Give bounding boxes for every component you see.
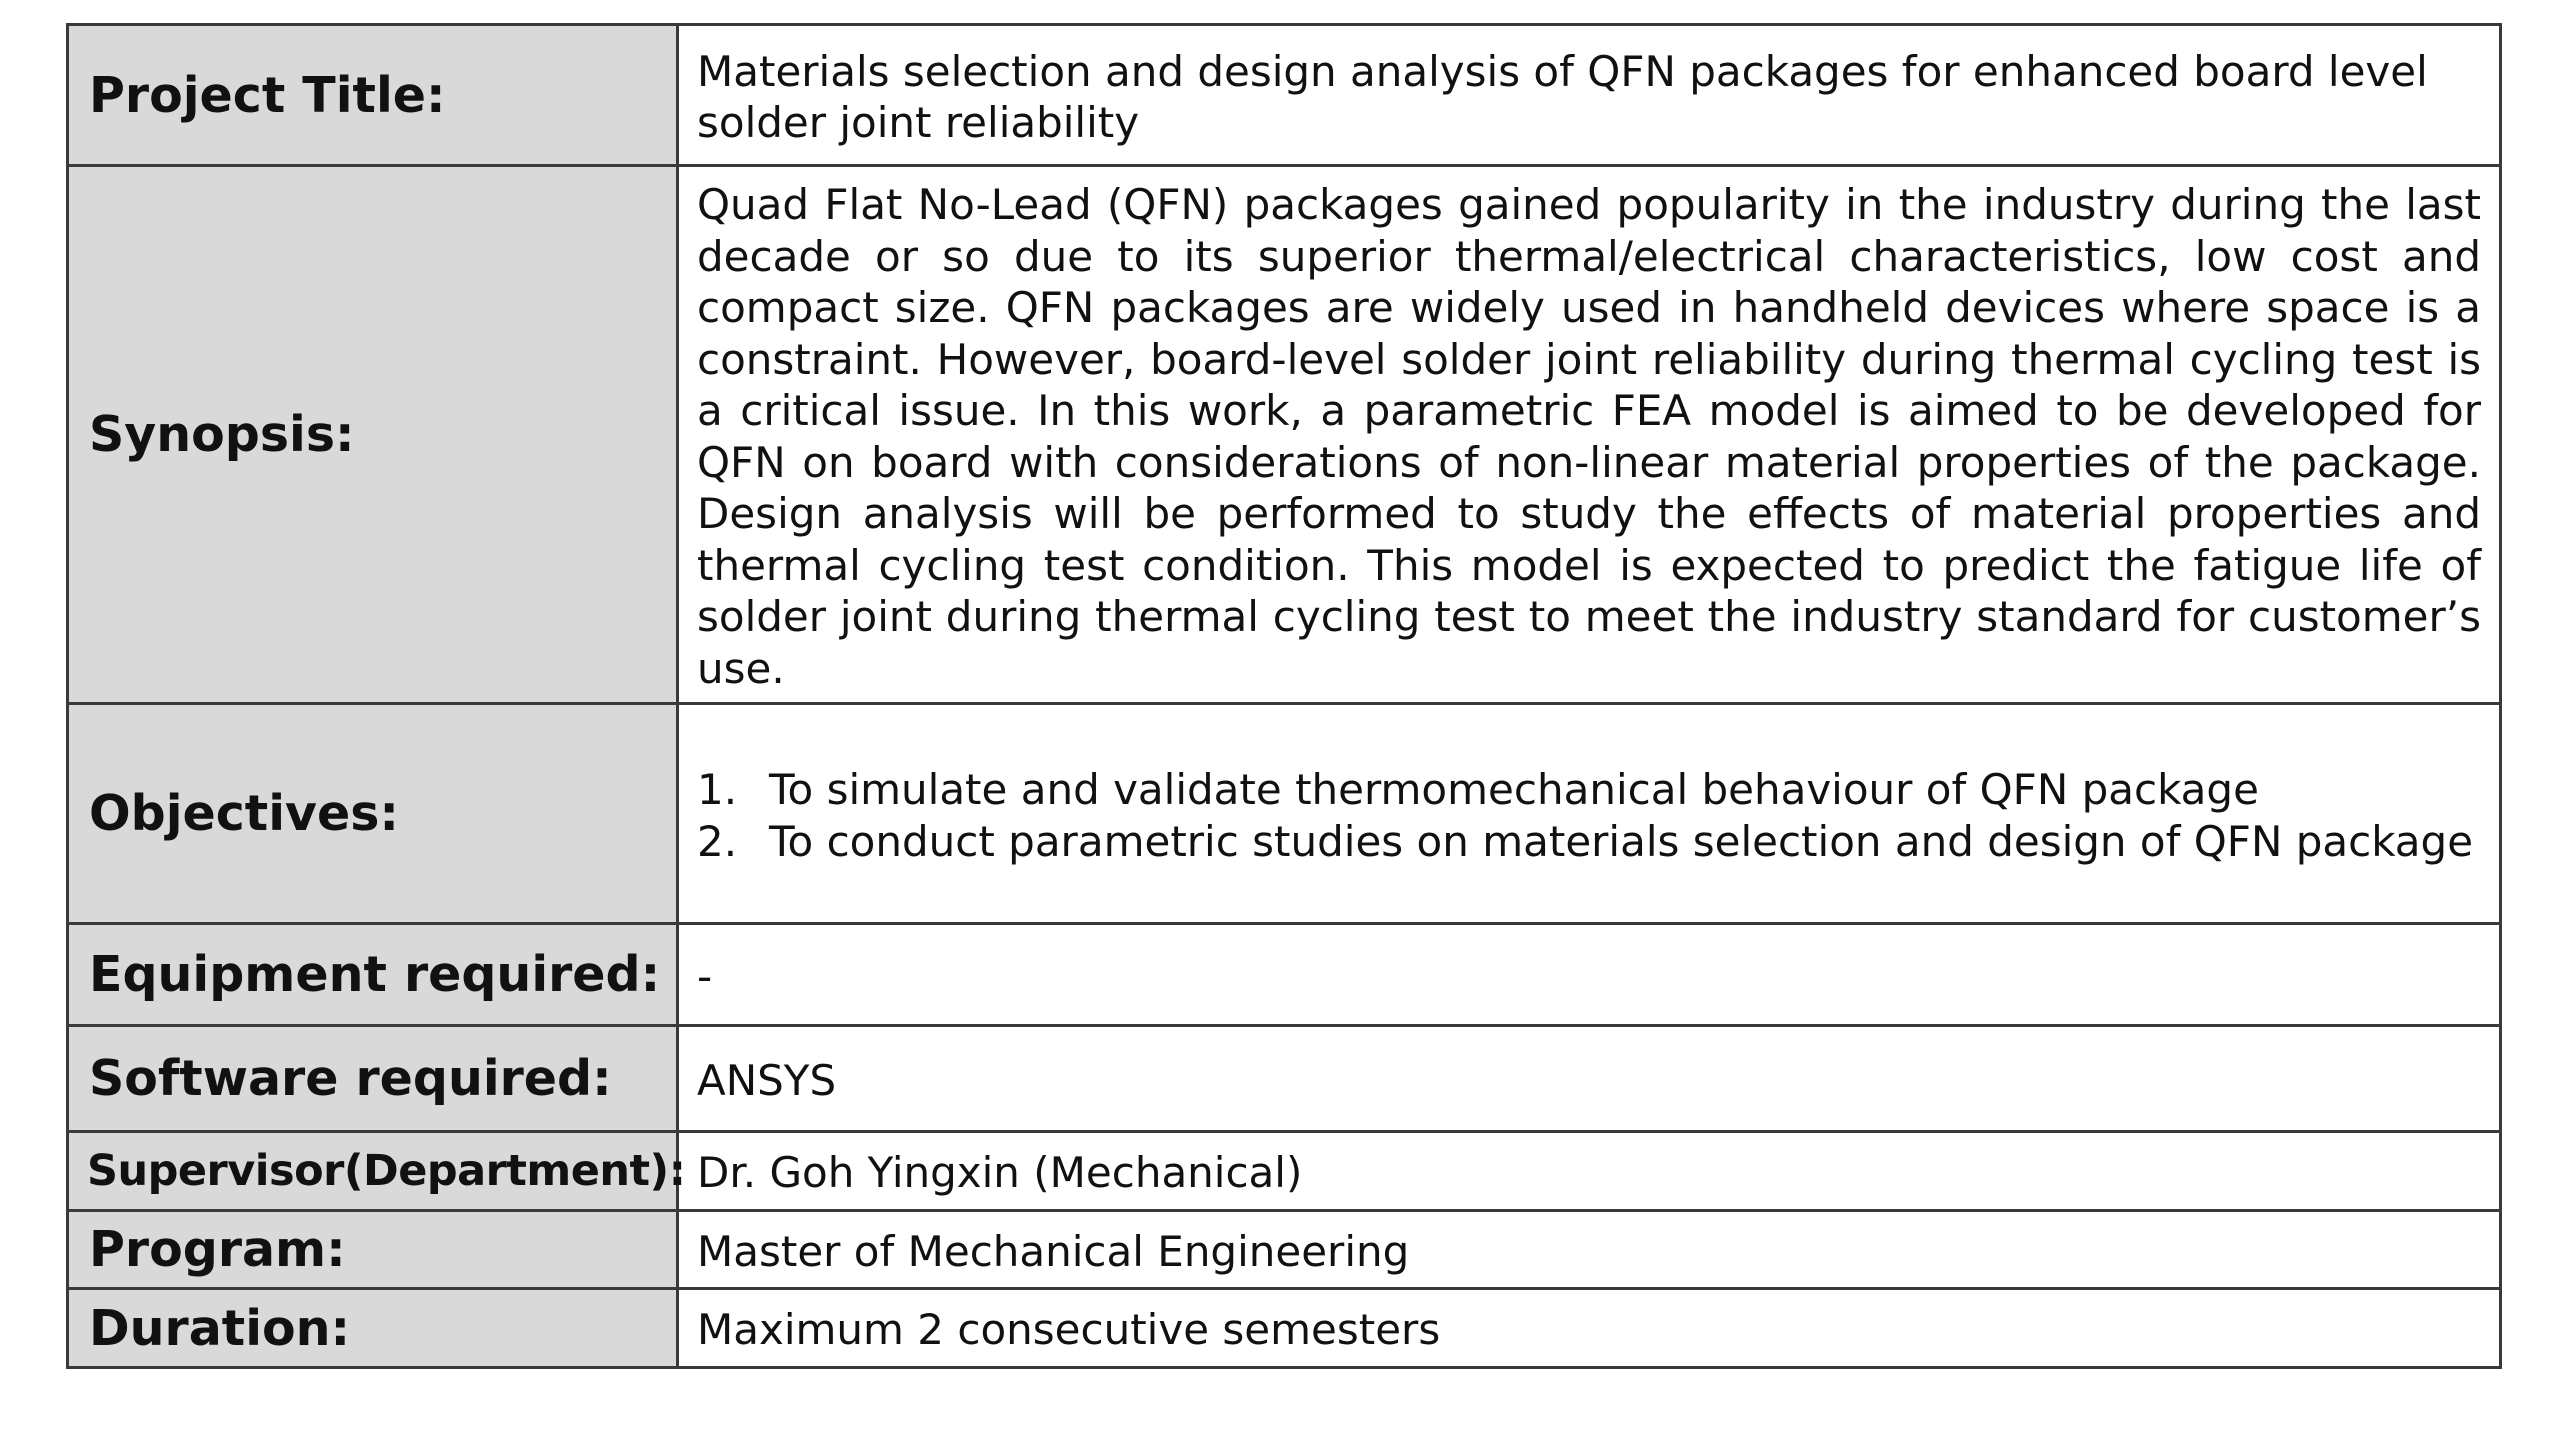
- synopsis-label: Synopsis:: [68, 166, 678, 704]
- table-row-supervisor: [68, 1132, 2501, 1211]
- equipment-value: -: [678, 924, 2501, 1026]
- table-row-project-title: [68, 25, 2501, 166]
- table-row-objectives: [68, 704, 2501, 924]
- software-label: Software required:: [68, 1026, 678, 1132]
- table-row-equipment: [68, 924, 2501, 1026]
- table-row-program: [68, 1211, 2501, 1289]
- project-title-label: Project Title:: [68, 25, 678, 166]
- supervisor-value: Dr. Goh Yingxin (Mechanical): [678, 1132, 2501, 1211]
- software-value: ANSYS: [678, 1026, 2501, 1132]
- duration-label: Duration:: [68, 1289, 678, 1368]
- objectives-list: [697, 764, 2481, 867]
- program-value: Master of Mechanical Engineering: [678, 1211, 2501, 1289]
- synopsis-value: Quad Flat No-Lead (QFN) packages gained popularity in the industry during the last decade or so due to its superior thermal/electrical characteristics, low cost and compact size. QFN packages are widely used in handheld devices where space is a constraint. However, board-level solder joint reliability during thermal cycling test is a critical issue. In this work, a parametric FEA model is aimed to be developed for QFN on board with considerations of non-linear material properties of the package. Design analysis will be performed to study the effects of material properties and thermal cycling test condition. This model is expected to predict the fatigue life of solder joint during thermal cycling test to meet the industry standard for customer’s use.: [678, 166, 2501, 704]
- table-row-software: [68, 1026, 2501, 1132]
- table-row-synopsis: [68, 166, 2501, 704]
- project-title-value: Materials selection and design analysis of QFN packages for enhanced board level solder joint reliability: [678, 25, 2501, 166]
- objectives-value: [678, 704, 2501, 924]
- table-row-duration: [68, 1289, 2501, 1368]
- duration-value: Maximum 2 consecutive semesters: [678, 1289, 2501, 1368]
- objective-item: To conduct parametric studies on materials selection and design of QFN package: [769, 816, 2474, 866]
- objectives-label: Objectives:: [68, 704, 678, 924]
- project-info-sheet: [66, 23, 2502, 1369]
- project-details-table: [66, 23, 2502, 1369]
- objective-item: To simulate and validate thermomechanical behaviour of QFN package: [769, 765, 2259, 814]
- equipment-label: Equipment required:: [68, 924, 678, 1026]
- program-label: Program:: [68, 1211, 678, 1289]
- supervisor-label: Supervisor(Department):: [68, 1132, 678, 1211]
